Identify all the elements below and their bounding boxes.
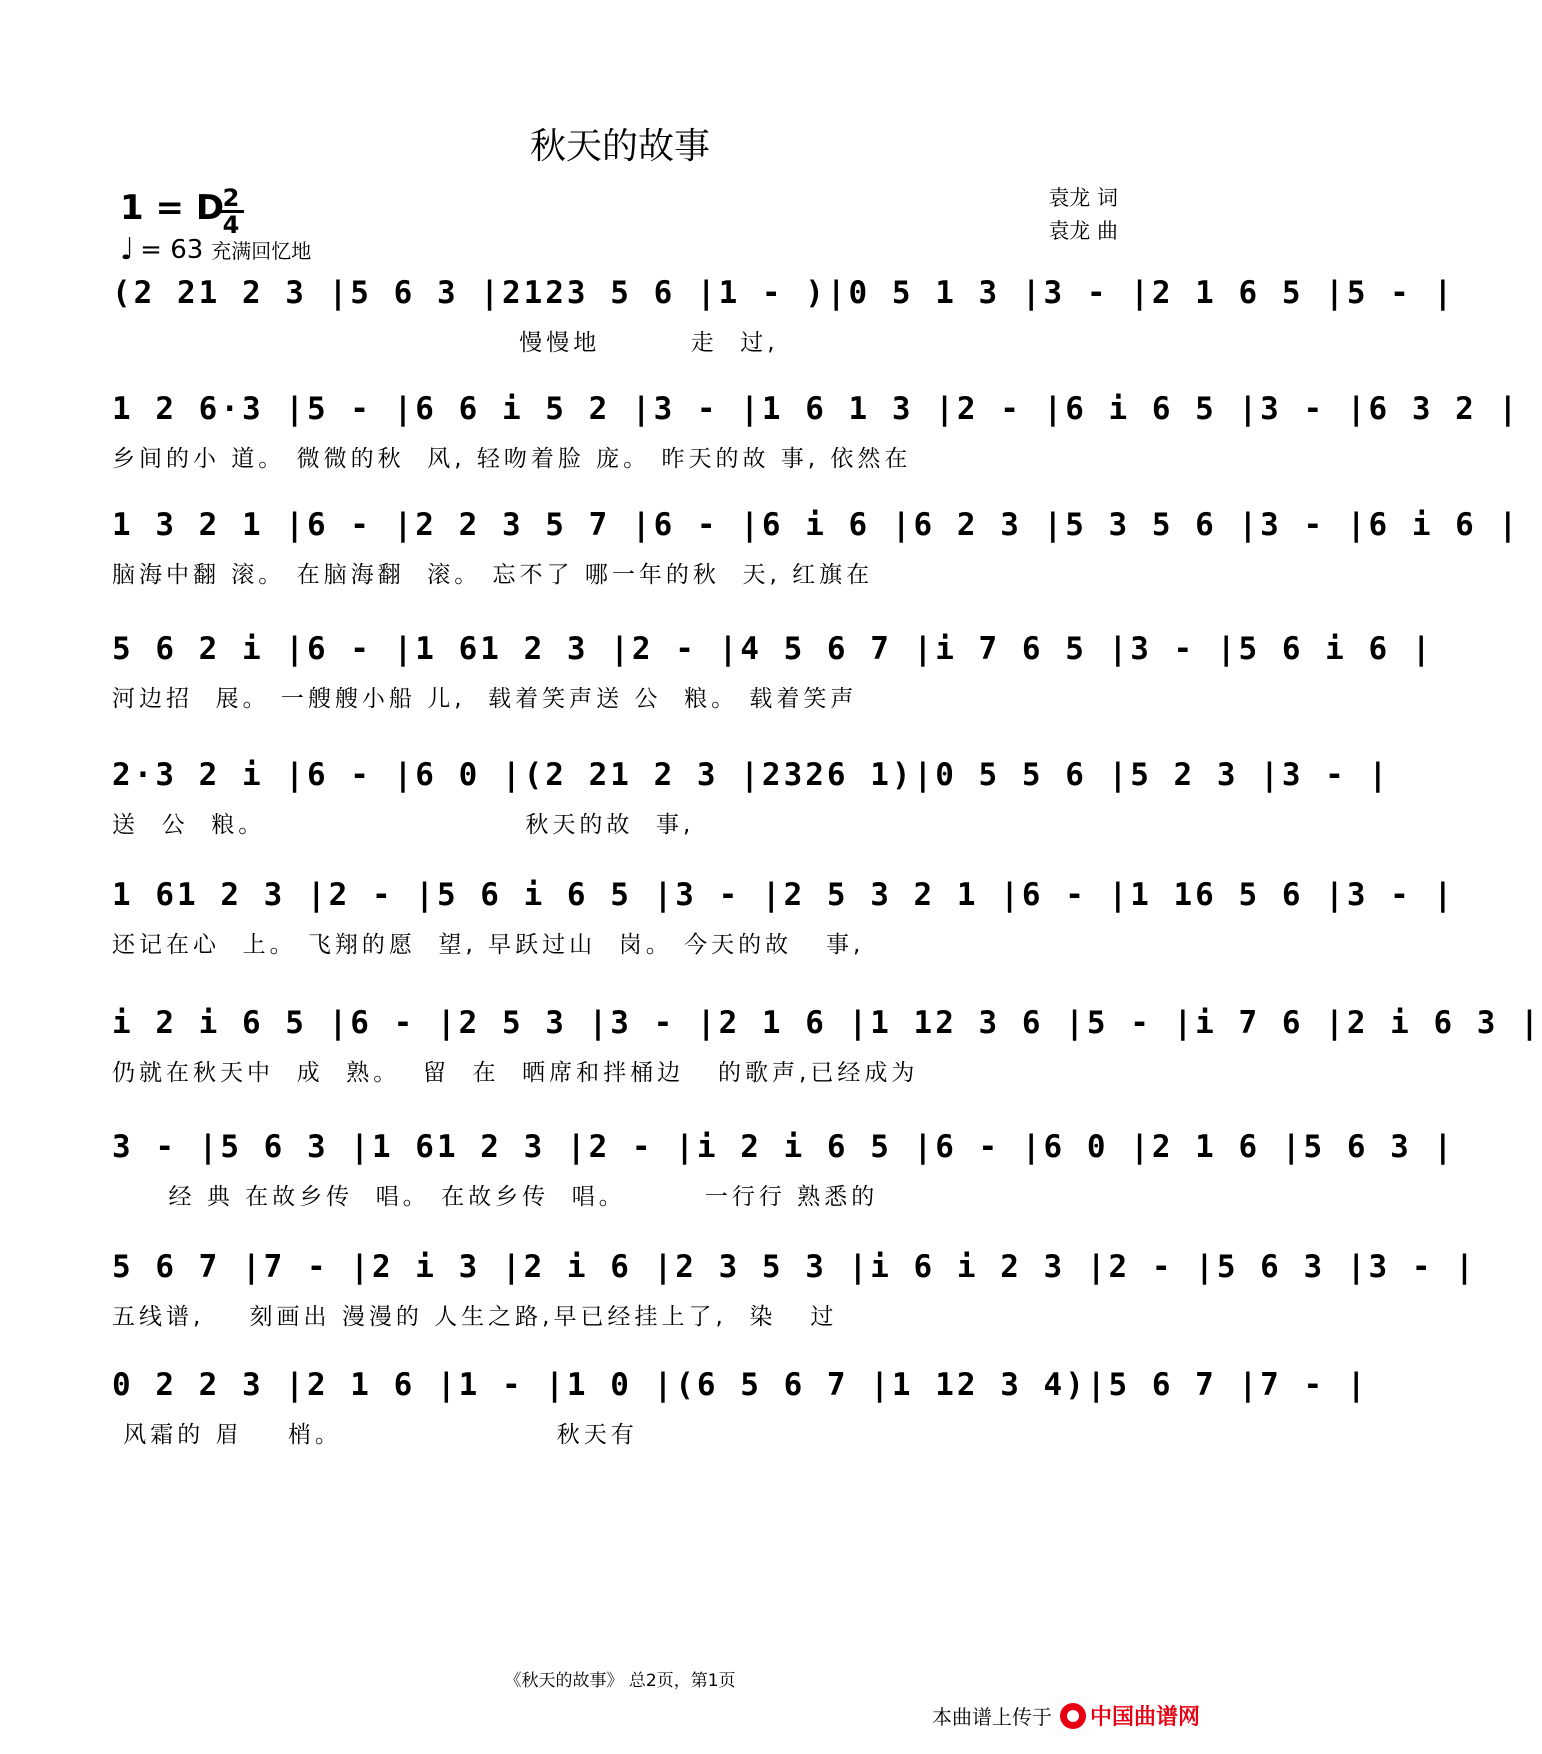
credits xyxy=(1048,182,1118,248)
tempo-value: = 63 xyxy=(140,234,204,265)
lyric-line: 慢慢地 走 过, xyxy=(112,330,779,356)
page-title: 秋天的故事 xyxy=(529,126,710,167)
logo-icon xyxy=(1060,1703,1086,1729)
notation-line: (2 21 2 3 |5 6 3 |2123 5 6 |1 - )|0 5 1 3 |3 - |2 1 6 5 |5 - | xyxy=(112,275,1456,311)
upload-credit xyxy=(932,1700,1200,1731)
key-signature xyxy=(120,188,224,228)
tempo-expression: 充满回忆地 xyxy=(211,239,312,263)
notation-line: 3 - |5 6 3 |1 61 2 3 |2 - |i 2 i 6 5 |6 - |6 0 |2 1 6 |5 6 3 | xyxy=(112,1129,1456,1165)
time-signature-top: 2 xyxy=(222,184,240,212)
tempo-marking xyxy=(120,232,311,267)
notation-line: 1 61 2 3 |2 - |5 6 i 6 5 |3 - |2 5 3 2 1 |6 - |1 16 5 6 |3 - | xyxy=(112,877,1456,913)
lyricist-credit: 袁龙 词 xyxy=(1048,186,1118,210)
notation-line: 1 2 6·3 |5 - |6 6 i 5 2 |3 - |1 6 1 3 |2 - |6 i 6 5 |3 - |6 3 2 | xyxy=(112,391,1521,427)
lyric-line: 仍就在秋天中 成 熟。 留 在 晒席和拌桶边 的歌声,已经成为 xyxy=(112,1060,919,1086)
notation-line: 0 2 2 3 |2 1 6 |1 - |1 0 |(6 5 6 7 |1 12 3 4)|5 6 7 |7 - | xyxy=(112,1367,1369,1403)
lyric-line: 送 公 粮。 秋天的故 事, xyxy=(112,812,695,838)
logo-text-part2: 曲谱网 xyxy=(1133,1705,1200,1730)
notation-line: i 2 i 6 5 |6 - |2 5 3 |3 - |2 1 6 |1 12 3 6 |5 - |i 7 6 |2 i 6 3 | xyxy=(112,1005,1542,1041)
logo-text-part1: 中国 xyxy=(1089,1705,1134,1730)
composer-credit: 袁龙 曲 xyxy=(1048,219,1118,243)
upload-text: 本曲谱上传于 xyxy=(931,1705,1052,1729)
notation-line: 5 6 2 i |6 - |1 61 2 3 |2 - |4 5 6 7 |i 7 6 5 |3 - |5 6 i 6 | xyxy=(112,631,1434,667)
lyric-line: 经 典 在故乡传 唱。 在故乡传 唱。 一行行 熟悉的 xyxy=(112,1184,879,1210)
notation-line: 1 3 2 1 |6 - |2 2 3 5 7 |6 - |6 i 6 |6 2 3 |5 3 5 6 |3 - |6 i 6 | xyxy=(112,507,1521,543)
lyric-line: 乡间的小 道。 微微的秋 风, 轻吻着脸 庞。 昨天的故 事, 依然在 xyxy=(112,446,912,472)
page-footer: 《秋天的故事》 总2页，第1页 xyxy=(504,1671,736,1691)
key-label: 1 = D xyxy=(120,188,225,228)
lyric-line: 还记在心 上。 飞翔的愿 望, 早跃过山 岗。 今天的故 事, xyxy=(112,932,865,958)
lyric-line: 风霜的 眉 梢。 秋天有 xyxy=(112,1422,638,1448)
time-signature-bottom: 4 xyxy=(222,211,240,239)
lyric-line: 河边招 展。 一艘艘小船 儿, 载着笑声送 公 粮。 载着笑声 xyxy=(112,686,858,712)
notation-line: 2·3 2 i |6 - |6 0 |(2 21 2 3 |2326 1)|0 5 5 6 |5 2 3 |3 - | xyxy=(112,757,1391,793)
time-signature xyxy=(218,184,244,239)
notation-line: 5 6 7 |7 - |2 i 3 |2 i 6 |2 3 5 3 |i 6 i 2 3 |2 - |5 6 3 |3 - | xyxy=(112,1249,1477,1285)
quarter-note-icon: ♩ xyxy=(120,232,135,267)
lyric-line: 脑海中翻 滚。 在脑海翻 滚。 忘不了 哪一年的秋 天, 红旗在 xyxy=(112,562,874,588)
lyric-line: 五线谱, 刻画出 漫漫的 人生之路,早已经挂上了, 染 过 xyxy=(112,1304,838,1330)
